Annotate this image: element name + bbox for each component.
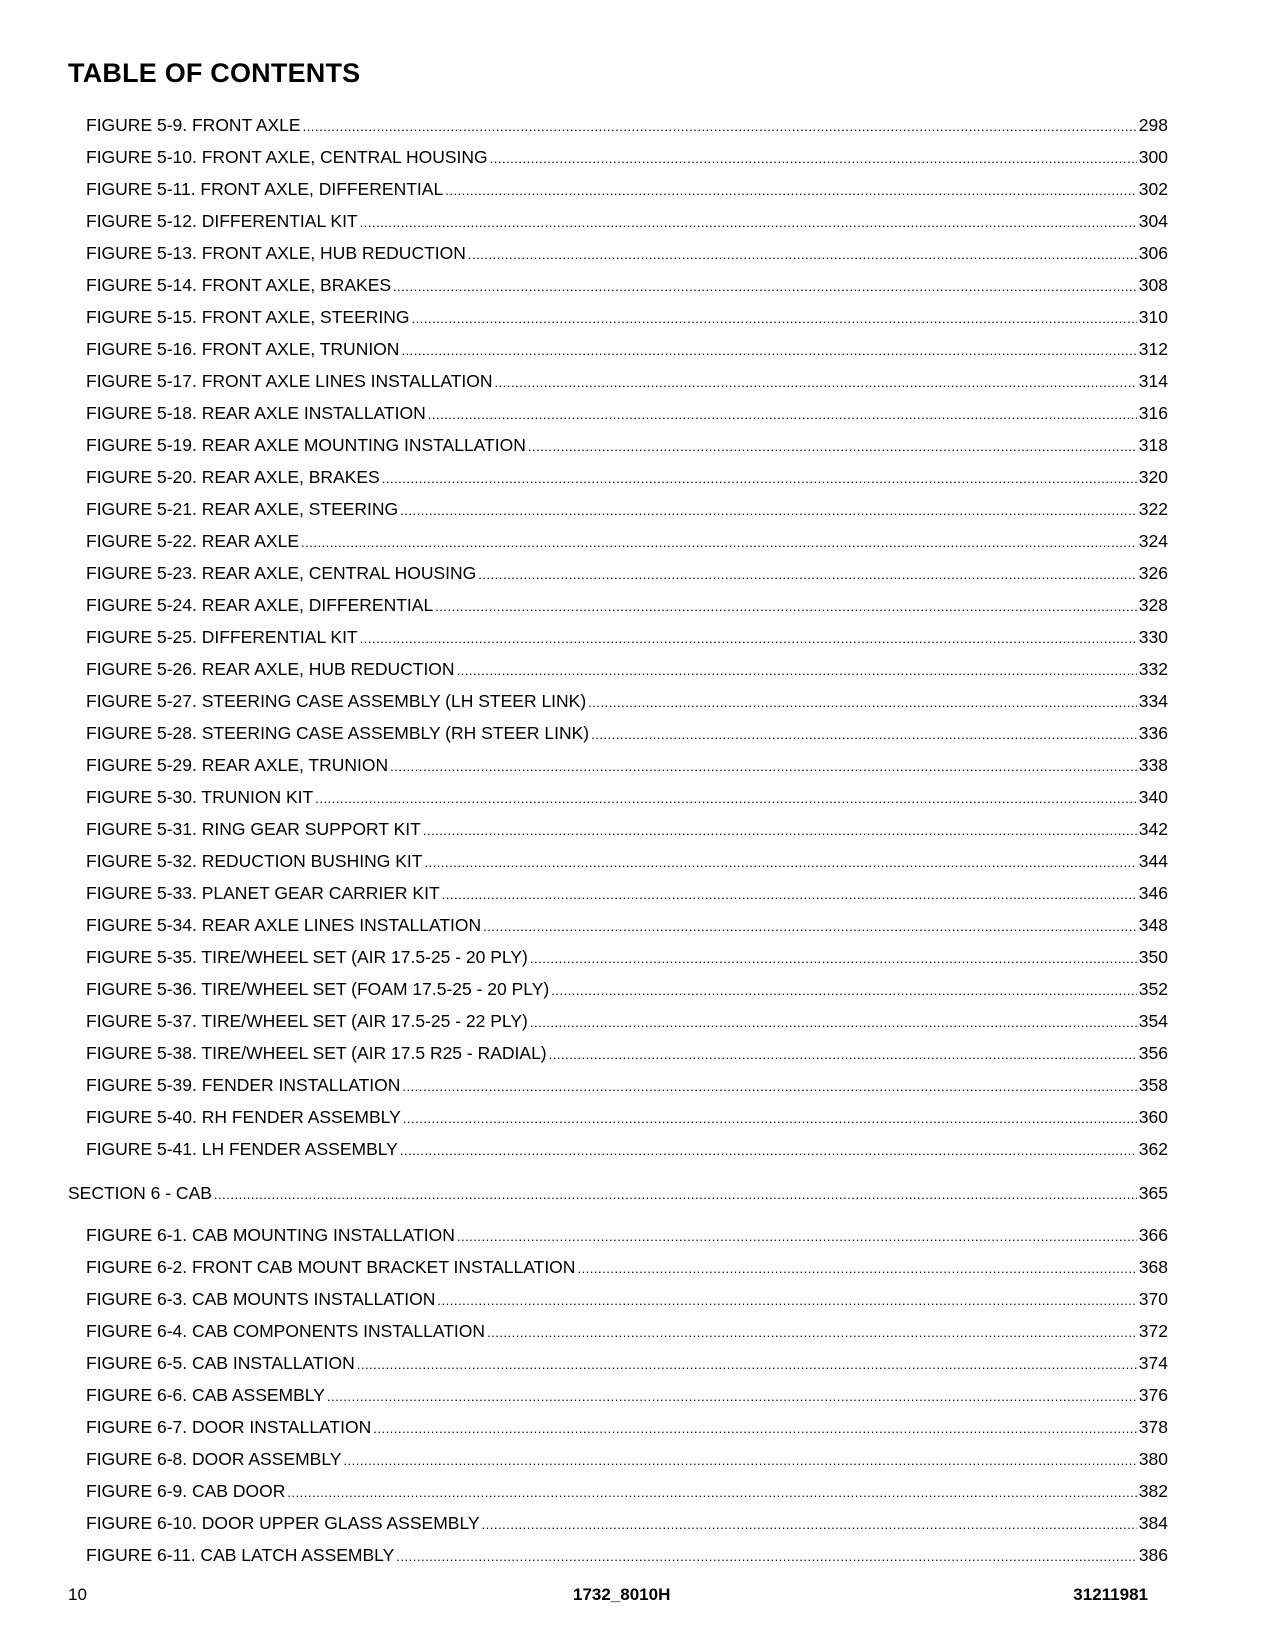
toc-entry-page: 384 bbox=[1138, 1513, 1168, 1533]
toc-entry-label: FIGURE 6-4. CAB COMPONENTS INSTALLATION bbox=[86, 1321, 485, 1341]
toc-entry-page: 348 bbox=[1138, 915, 1168, 935]
footer-document-id: 1732_8010H bbox=[573, 1585, 671, 1604]
toc-entry-page: 352 bbox=[1138, 979, 1168, 999]
toc-dot-leader bbox=[577, 1253, 1136, 1285]
toc-figure-entry[interactable] bbox=[68, 1507, 1168, 1539]
toc-entry-label: FIGURE 6-5. CAB INSTALLATION bbox=[86, 1353, 355, 1373]
toc-entry-label: FIGURE 5-10. FRONT AXLE, CENTRAL HOUSING bbox=[86, 147, 488, 167]
toc-entry-page: 362 bbox=[1138, 1139, 1168, 1159]
toc-entry-label: FIGURE 5-19. REAR AXLE MOUNTING INSTALLATION bbox=[86, 435, 526, 455]
toc-dot-leader bbox=[591, 719, 1137, 751]
toc-entry-page: 370 bbox=[1138, 1289, 1168, 1309]
toc-dot-leader bbox=[428, 399, 1137, 431]
toc-dot-leader bbox=[393, 271, 1137, 303]
toc-entry-label: FIGURE 5-18. REAR AXLE INSTALLATION bbox=[86, 403, 426, 423]
toc-entry-label: FIGURE 5-33. PLANET GEAR CARRIER KIT bbox=[86, 883, 440, 903]
toc-entry-label: FIGURE 6-7. DOOR INSTALLATION bbox=[86, 1417, 372, 1437]
page-footer bbox=[68, 1585, 1148, 1615]
toc-entry-page: 338 bbox=[1138, 755, 1168, 775]
toc-entry-page: 320 bbox=[1138, 467, 1168, 487]
toc-dot-leader bbox=[530, 943, 1137, 975]
toc-dot-leader bbox=[457, 655, 1137, 687]
toc-entry-page: 382 bbox=[1138, 1481, 1168, 1501]
toc-figure-entry[interactable] bbox=[68, 1379, 1168, 1411]
toc-dot-leader bbox=[360, 207, 1137, 239]
toc-entry-page: 374 bbox=[1138, 1353, 1168, 1373]
toc-dot-leader bbox=[327, 1381, 1137, 1413]
toc-figure-entry[interactable] bbox=[68, 589, 1168, 621]
toc-entry-label: FIGURE 5-17. FRONT AXLE LINES INSTALLATION bbox=[86, 371, 493, 391]
toc-figure-entry[interactable] bbox=[68, 525, 1168, 557]
toc-entry-page: 336 bbox=[1138, 723, 1168, 743]
toc-figure-entry[interactable] bbox=[68, 429, 1168, 461]
toc-entry-page: 376 bbox=[1138, 1385, 1168, 1405]
toc-figure-entry[interactable] bbox=[68, 1475, 1168, 1507]
toc-figure-entry[interactable] bbox=[68, 1219, 1168, 1251]
toc-figure-entry[interactable] bbox=[68, 1251, 1168, 1283]
toc-entry-label: FIGURE 6-6. CAB ASSEMBLY bbox=[86, 1385, 325, 1405]
toc-figure-entry[interactable] bbox=[68, 877, 1168, 909]
toc-figure-entry[interactable] bbox=[68, 269, 1168, 301]
toc-dot-leader bbox=[301, 527, 1137, 559]
toc-entry-label: FIGURE 5-36. TIRE/WHEEL SET (FOAM 17.5-25 - 20 PLY) bbox=[86, 979, 550, 999]
toc-entry-page: 334 bbox=[1138, 691, 1168, 711]
toc-entry-label: FIGURE 6-10. DOOR UPPER GLASS ASSEMBLY bbox=[86, 1513, 480, 1533]
toc-entry-label: FIGURE 6-8. DOOR ASSEMBLY bbox=[86, 1449, 342, 1469]
toc-dot-leader bbox=[412, 303, 1137, 335]
toc-dot-leader bbox=[424, 847, 1136, 879]
toc-dot-leader bbox=[442, 879, 1137, 911]
toc-dot-leader bbox=[437, 1285, 1136, 1317]
toc-entry-page: 386 bbox=[1138, 1545, 1168, 1565]
toc-dot-leader bbox=[360, 623, 1137, 655]
toc-entry-page: 328 bbox=[1138, 595, 1168, 615]
toc-dot-leader bbox=[468, 239, 1137, 271]
toc-entry-label: FIGURE 5-25. DIFFERENTIAL KIT bbox=[86, 627, 358, 647]
toc-entry-label: FIGURE 5-22. REAR AXLE bbox=[86, 531, 299, 551]
toc-entry-label: FIGURE 5-38. TIRE/WHEEL SET (AIR 17.5 R25 - RADIAL) bbox=[86, 1043, 547, 1063]
toc-entry-label: FIGURE 5-39. FENDER INSTALLATION bbox=[86, 1075, 401, 1095]
toc-figure-entry[interactable] bbox=[68, 1443, 1168, 1475]
toc-entry-label: FIGURE 5-26. REAR AXLE, HUB REDUCTION bbox=[86, 659, 455, 679]
toc-entry-page: 324 bbox=[1138, 531, 1168, 551]
toc-entry-label: FIGURE 6-1. CAB MOUNTING INSTALLATION bbox=[86, 1225, 455, 1245]
toc-entry-label: FIGURE 6-9. CAB DOOR bbox=[86, 1481, 286, 1501]
toc-dot-leader bbox=[402, 1071, 1136, 1103]
toc-section-entry[interactable] bbox=[68, 1177, 1168, 1209]
toc-dot-leader bbox=[478, 559, 1137, 591]
toc-entry-page: 342 bbox=[1138, 819, 1168, 839]
toc-figure-entry[interactable] bbox=[68, 1283, 1168, 1315]
toc-dot-leader bbox=[315, 783, 1137, 815]
toc-dot-leader bbox=[357, 1349, 1137, 1381]
toc-dot-leader bbox=[403, 1103, 1137, 1135]
toc-dot-leader bbox=[382, 463, 1137, 495]
page-title: TABLE OF CONTENTS bbox=[68, 58, 361, 88]
toc-entry-label: FIGURE 5-27. STEERING CASE ASSEMBLY (LH STEER LINK) bbox=[86, 691, 587, 711]
toc-dot-leader bbox=[287, 1477, 1136, 1509]
toc-dot-leader bbox=[445, 175, 1137, 207]
toc-entry-page: 306 bbox=[1138, 243, 1168, 263]
toc-dot-leader bbox=[435, 591, 1137, 623]
toc-figure-entry[interactable] bbox=[68, 1037, 1168, 1069]
toc-dot-leader bbox=[373, 1413, 1137, 1445]
toc-entry-label: FIGURE 5-13. FRONT AXLE, HUB REDUCTION bbox=[86, 243, 466, 263]
toc-entry-page: 372 bbox=[1138, 1321, 1168, 1341]
toc-figure-entry[interactable] bbox=[68, 941, 1168, 973]
toc-dot-leader bbox=[588, 687, 1137, 719]
toc-entry-page: 310 bbox=[1138, 307, 1168, 327]
toc-entry-label: FIGURE 5-30. TRUNION KIT bbox=[86, 787, 314, 807]
toc-figure-entry[interactable] bbox=[68, 717, 1168, 749]
toc-dot-leader bbox=[400, 1135, 1137, 1167]
toc-entry-page: 346 bbox=[1138, 883, 1168, 903]
toc-entry-label: FIGURE 6-3. CAB MOUNTS INSTALLATION bbox=[86, 1289, 436, 1309]
toc-entry-page: 368 bbox=[1138, 1257, 1168, 1277]
toc-entry-page: 302 bbox=[1138, 179, 1168, 199]
toc-entry-label: FIGURE 5-15. FRONT AXLE, STEERING bbox=[86, 307, 410, 327]
toc-entry-label: FIGURE 5-11. FRONT AXLE, DIFFERENTIAL bbox=[86, 179, 444, 199]
toc-figure-entry[interactable] bbox=[68, 1101, 1168, 1133]
toc-entry-page: 365 bbox=[1138, 1183, 1168, 1203]
toc-dot-leader bbox=[551, 975, 1137, 1007]
toc-entry-page: 314 bbox=[1138, 371, 1168, 391]
toc-entry-label: FIGURE 5-24. REAR AXLE, DIFFERENTIAL bbox=[86, 595, 434, 615]
toc-entry-label: FIGURE 5-40. RH FENDER ASSEMBLY bbox=[86, 1107, 401, 1127]
toc-entry-label: FIGURE 6-2. FRONT CAB MOUNT BRACKET INSTALLATION bbox=[86, 1257, 576, 1277]
toc-figure-entry[interactable] bbox=[68, 1005, 1168, 1037]
toc-dot-leader bbox=[528, 431, 1137, 463]
footer-part-number: 31211981 bbox=[1073, 1585, 1148, 1604]
toc-dot-leader bbox=[457, 1221, 1137, 1253]
toc-figure-entry[interactable] bbox=[68, 1315, 1168, 1347]
toc-figure-entry[interactable] bbox=[68, 1411, 1168, 1443]
toc-entry-label: FIGURE 5-37. TIRE/WHEEL SET (AIR 17.5-25 - 22 PLY) bbox=[86, 1011, 528, 1031]
toc-entry-label: FIGURE 5-28. STEERING CASE ASSEMBLY (RH STEER LINK) bbox=[86, 723, 590, 743]
toc-entry-label: FIGURE 5-29. REAR AXLE, TRUNION bbox=[86, 755, 389, 775]
toc-dot-leader bbox=[343, 1445, 1136, 1477]
toc-entry-page: 360 bbox=[1138, 1107, 1168, 1127]
toc-figure-entry[interactable] bbox=[68, 685, 1168, 717]
toc-dot-leader bbox=[482, 1509, 1137, 1541]
toc-entry-page: 344 bbox=[1138, 851, 1168, 871]
footer-page-number: 10 bbox=[68, 1585, 87, 1604]
toc-entry-page: 330 bbox=[1138, 627, 1168, 647]
toc-entry-label: FIGURE 5-14. FRONT AXLE, BRAKES bbox=[86, 275, 392, 295]
toc-dot-leader bbox=[423, 815, 1137, 847]
toc-dot-leader bbox=[487, 1317, 1137, 1349]
toc-figure-entry[interactable] bbox=[68, 109, 1168, 141]
toc-list bbox=[68, 109, 1168, 1571]
toc-dot-leader bbox=[483, 911, 1137, 943]
toc-entry-page: 332 bbox=[1138, 659, 1168, 679]
toc-dot-leader bbox=[530, 1007, 1137, 1039]
toc-entry-page: 358 bbox=[1138, 1075, 1168, 1095]
toc-entry-page: 322 bbox=[1138, 499, 1168, 519]
toc-entry-page: 356 bbox=[1138, 1043, 1168, 1063]
toc-figure-entry[interactable] bbox=[68, 205, 1168, 237]
toc-entry-label: FIGURE 5-21. REAR AXLE, STEERING bbox=[86, 499, 399, 519]
toc-entry-label: FIGURE 5-34. REAR AXLE LINES INSTALLATION bbox=[86, 915, 482, 935]
toc-figure-entry[interactable] bbox=[68, 813, 1168, 845]
toc-entry-label: FIGURE 5-41. LH FENDER ASSEMBLY bbox=[86, 1139, 398, 1159]
toc-figure-entry[interactable] bbox=[68, 1347, 1168, 1379]
toc-entry-page: 298 bbox=[1138, 115, 1168, 135]
toc-figure-entry[interactable] bbox=[68, 973, 1168, 1005]
toc-figure-entry[interactable] bbox=[68, 301, 1168, 333]
toc-entry-label: FIGURE 5-32. REDUCTION BUSHING KIT bbox=[86, 851, 423, 871]
toc-entry-label: SECTION 6 - CAB bbox=[68, 1183, 212, 1203]
toc-entry-label: FIGURE 5-35. TIRE/WHEEL SET (AIR 17.5-25 - 20 PLY) bbox=[86, 947, 528, 967]
toc-figure-entry[interactable] bbox=[68, 653, 1168, 685]
toc-dot-leader bbox=[396, 1541, 1137, 1573]
toc-entry-page: 318 bbox=[1138, 435, 1168, 455]
toc-figure-entry[interactable] bbox=[68, 845, 1168, 877]
toc-figure-entry[interactable] bbox=[68, 365, 1168, 397]
toc-figure-entry[interactable] bbox=[68, 397, 1168, 429]
toc-figure-entry[interactable] bbox=[68, 557, 1168, 589]
toc-dot-leader bbox=[495, 367, 1137, 399]
toc-dot-leader bbox=[549, 1039, 1137, 1071]
toc-entry-label: FIGURE 6-11. CAB LATCH ASSEMBLY bbox=[86, 1545, 395, 1565]
toc-entry-label: FIGURE 5-20. REAR AXLE, BRAKES bbox=[86, 467, 380, 487]
toc-figure-entry[interactable] bbox=[68, 461, 1168, 493]
toc-entry-page: 378 bbox=[1138, 1417, 1168, 1437]
toc-entry-page: 326 bbox=[1138, 563, 1168, 583]
toc-figure-entry[interactable] bbox=[68, 493, 1168, 525]
toc-entry-label: FIGURE 5-31. RING GEAR SUPPORT KIT bbox=[86, 819, 421, 839]
toc-entry-label: FIGURE 5-9. FRONT AXLE bbox=[86, 115, 301, 135]
toc-entry-page: 308 bbox=[1138, 275, 1168, 295]
toc-entry-label: FIGURE 5-16. FRONT AXLE, TRUNION bbox=[86, 339, 400, 359]
toc-entry-page: 316 bbox=[1138, 403, 1168, 423]
toc-dot-leader bbox=[214, 1179, 1137, 1211]
toc-entry-page: 304 bbox=[1138, 211, 1168, 231]
toc-dot-leader bbox=[390, 751, 1137, 783]
toc-figure-entry[interactable] bbox=[68, 909, 1168, 941]
toc-entry-label: FIGURE 5-23. REAR AXLE, CENTRAL HOUSING bbox=[86, 563, 477, 583]
toc-figure-entry[interactable] bbox=[68, 781, 1168, 813]
toc-figure-entry[interactable] bbox=[68, 141, 1168, 173]
toc-entry-page: 354 bbox=[1138, 1011, 1168, 1031]
toc-dot-leader bbox=[401, 335, 1136, 367]
toc-entry-page: 366 bbox=[1138, 1225, 1168, 1245]
toc-entry-label: FIGURE 5-12. DIFFERENTIAL KIT bbox=[86, 211, 358, 231]
toc-figure-entry[interactable] bbox=[68, 1133, 1168, 1165]
toc-dot-leader bbox=[490, 143, 1137, 175]
toc-figure-entry[interactable] bbox=[68, 237, 1168, 269]
toc-entry-page: 312 bbox=[1138, 339, 1168, 359]
toc-figure-entry[interactable] bbox=[68, 1069, 1168, 1101]
toc-figure-entry[interactable] bbox=[68, 749, 1168, 781]
toc-figure-entry[interactable] bbox=[68, 1539, 1168, 1571]
toc-dot-leader bbox=[303, 111, 1137, 143]
toc-entry-page: 350 bbox=[1138, 947, 1168, 967]
toc-dot-leader bbox=[400, 495, 1137, 527]
toc-figure-entry[interactable] bbox=[68, 333, 1168, 365]
toc-entry-page: 380 bbox=[1138, 1449, 1168, 1469]
toc-figure-entry[interactable] bbox=[68, 621, 1168, 653]
toc-figure-entry[interactable] bbox=[68, 173, 1168, 205]
toc-entry-page: 300 bbox=[1138, 147, 1168, 167]
toc-entry-page: 340 bbox=[1138, 787, 1168, 807]
